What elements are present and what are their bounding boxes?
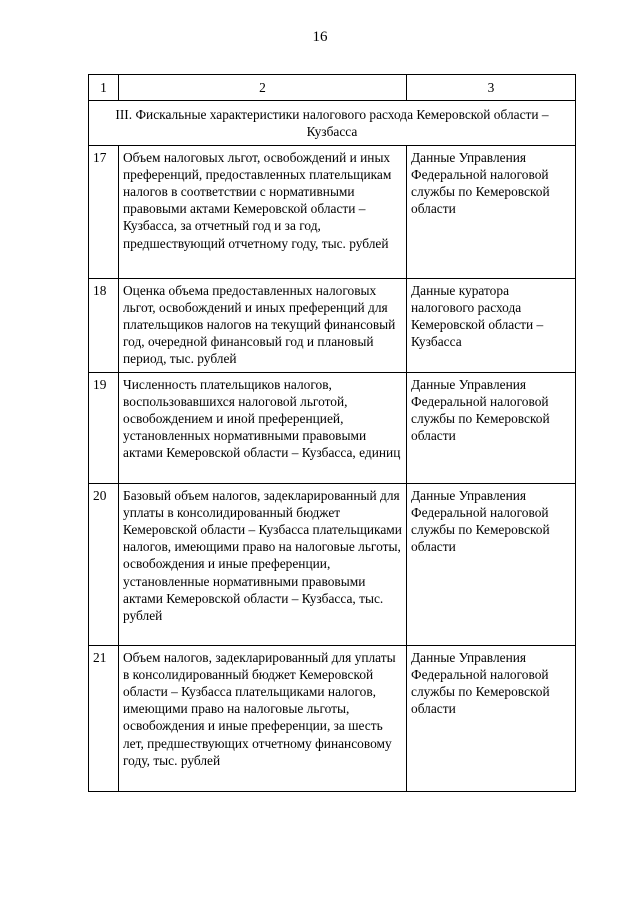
table-row <box>89 645 576 791</box>
row-source: Данные куратора налогового расхода Кемеровской области – Кузбасса <box>407 278 576 372</box>
section-title: III. Фискальные характеристики налогового расхода Кемеровской области – Кузбасса <box>89 101 576 145</box>
row-source: Данные Управления Федеральной налоговой службы по Кемеровской области <box>407 645 576 791</box>
header-cell-2: 2 <box>119 75 407 101</box>
row-source: Данные Управления Федеральной налоговой службы по Кемеровской области <box>407 483 576 645</box>
row-description: Базовый объем налогов, задекларированный для уплаты в консолидированный бюджет Кемеровской области – Кузбасса плательщиками налогов, имеющими право на налоговые льготы, освобождения и иные преференции, установленные нормативными правовыми актами Кемеровской области – Кузбасса, тыс. рублей <box>119 483 407 645</box>
row-number: 18 <box>89 278 119 372</box>
table-row <box>89 278 576 372</box>
row-description: Численность плательщиков налогов, воспользовавшихся налоговой льготой, освобождением и иной преференцией, установленных нормативными правовыми актами Кемеровской области – Кузбасса, единиц <box>119 372 407 483</box>
table-header-row <box>89 75 576 101</box>
header-cell-1: 1 <box>89 75 119 101</box>
section-row <box>89 101 576 145</box>
table-row <box>89 483 576 645</box>
row-description: Оценка объема предоставленных налоговых льгот, освобождений и иных преференций для плательщиков налогов на текущий финансовый год, очередной финансовый год и плановый период, тыс. рублей <box>119 278 407 372</box>
fiscal-characteristics-table <box>88 74 576 792</box>
row-description: Объем налогов, задекларированный для уплаты в консолидированный бюджет Кемеровской области – Кузбасса плательщиками налогов, имеющими право на налоговые льготы, освобождения и иные преференции, за шесть лет, предшествующих отчетному финансовому году, тыс. рублей <box>119 645 407 791</box>
row-source: Данные Управления Федеральной налоговой службы по Кемеровской области <box>407 145 576 278</box>
row-number: 21 <box>89 645 119 791</box>
table-row <box>89 145 576 278</box>
row-number: 17 <box>89 145 119 278</box>
row-number: 20 <box>89 483 119 645</box>
row-description: Объем налоговых льгот, освобождений и иных преференций, предоставленных плательщикам налогов в соответствии с нормативными правовыми актами Кемеровской области – Кузбасса, за отчетный год и за год, предшествующий отчетному году, тыс. рублей <box>119 145 407 278</box>
header-cell-3: 3 <box>407 75 576 101</box>
table-row <box>89 372 576 483</box>
page-number: 16 <box>312 29 328 45</box>
row-source: Данные Управления Федеральной налоговой службы по Кемеровской области <box>407 372 576 483</box>
row-number: 19 <box>89 372 119 483</box>
